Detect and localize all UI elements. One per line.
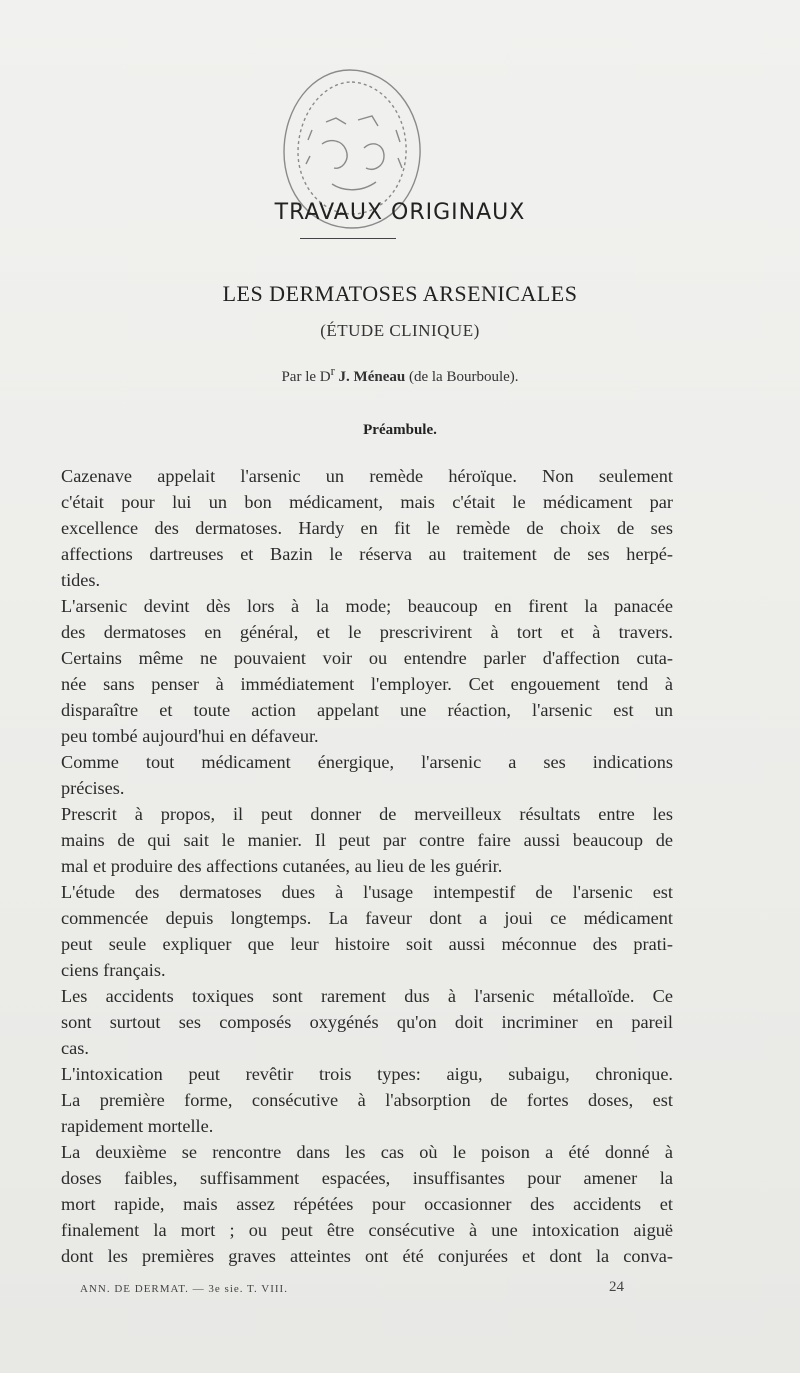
body-line: La deuxième se rencontre dans les cas où le poison a été donné à [61,1142,673,1162]
body-line: affections dartreuses et Bazin le réserva au traitement de ses herpé- [61,544,673,564]
body-line: disparaître et toute action appelant une réaction, l'arsenic est un [61,700,673,720]
body-line: mal et produire des affections cutanées, au lieu de les guérir. [61,856,503,876]
author-name: J. Méneau [338,369,406,385]
body-line: commencée depuis longtemps. La faveur dont a joui ce médicament [61,908,673,928]
body-line: dont les premières graves atteintes ont été conjurées et dont la conva- [61,1246,673,1266]
body-line: finalement la mort ; ou peut être consécutive à une intoxication aiguë [61,1220,673,1240]
body-line: Les accidents toxiques sont rarement dus à l'arsenic métalloïde. Ce [61,986,673,1006]
body-line: excellence des dermatoses. Hardy en fit le remède de choix de ses [61,518,673,538]
section-rule [300,238,396,239]
body-line: ciens français. [61,960,166,980]
body-line: cas. [61,1038,89,1058]
author-affiliation: (de la Bourboule). [408,369,519,385]
body-line: Cazenave appelait l'arsenic un remède héroïque. Non seulement [61,466,673,486]
body-line: L'étude des dermatoses dues à l'usage intempestif de l'arsenic est [61,882,673,902]
body-line: sont surtout ses composés oxygénés qu'on doit incriminer en pareil [61,1012,673,1032]
body-line: peut seule expliquer que leur histoire soit aussi méconnue des prati- [61,934,673,954]
page-number: 24 [609,1279,624,1295]
author-title-sup: r [330,364,335,378]
author-line [0,364,800,386]
preamble-heading: Préambule. [363,422,437,438]
article-title: LES DERMATOSES ARSENICALES [222,281,578,306]
body-line: L'intoxication peut revêtir trois types: aigu, subaigu, chronique. [61,1064,673,1084]
body-line: rapidement mortelle. [61,1116,214,1136]
body-line: L'arsenic devint dès lors à la mode; beaucoup en firent la panacée [61,596,673,616]
author-prefix: Par le D [281,369,331,385]
body-line: tides. [61,570,101,590]
body-text [61,463,673,1269]
body-line: La première forme, consécutive à l'absorption de fortes doses, est [61,1090,673,1110]
footer-journal: ANN. DE DERMAT. — 3e sie. T. VIII. [80,1283,288,1295]
body-line: doses faibles, suffisamment espacées, insuffisantes pour amener la [61,1168,673,1188]
body-line: Prescrit à propos, il peut donner de merveilleux résultats entre les [61,804,673,824]
body-line: Certains même ne pouvaient voir ou entendre parler d'affection cuta- [61,648,673,668]
body-line: peu tombé aujourd'hui en défaveur. [61,726,319,746]
body-line: des dermatoses en général, et le prescrivirent à tort et à travers. [61,622,673,642]
body-line: c'était pour lui un bon médicament, mais c'était le médicament par [61,492,673,512]
body-line: mort rapide, mais assez répétées pour occasionner des accidents et [61,1194,673,1214]
body-line: Comme tout médicament énergique, l'arsenic a ses indications [61,752,673,772]
section-title: TRAVAUX ORIGINAUX [274,200,526,225]
body-line: précises. [61,778,125,798]
body-line: née sans penser à immédiatement l'employer. Cet engouement tend à [61,674,673,694]
body-line: mains de qui sait le manier. Il peut par contre faire aussi beaucoup de [61,830,673,850]
article-subtitle: (ÉTUDE CLINIQUE) [320,321,480,340]
